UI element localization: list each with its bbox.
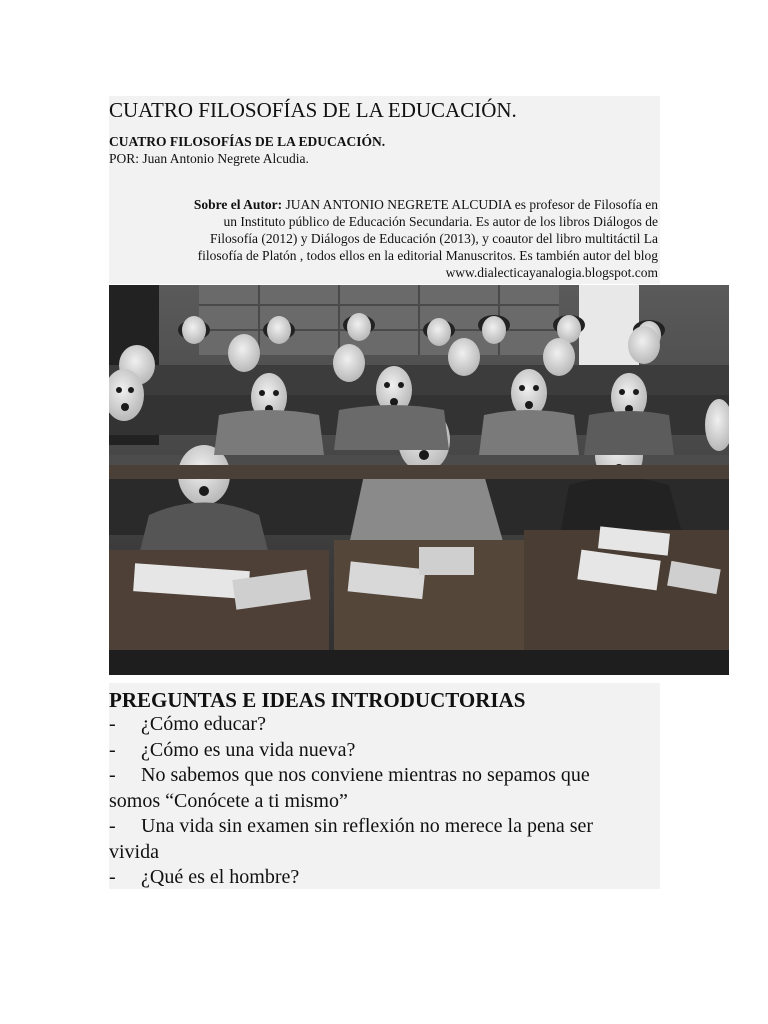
list-item-continuation: somos “Conócete a ti mismo”	[109, 789, 348, 812]
list-item	[109, 814, 660, 840]
blog-url: www.dialecticayanalogia.blogspot.com	[445, 265, 658, 280]
author-bio	[109, 196, 658, 281]
list-bullet: -	[109, 866, 116, 888]
list-item-text: No sabemos que nos conviene mientras no sepamos que	[141, 764, 590, 786]
list-item-text: ¿Cómo educar?	[141, 713, 266, 735]
classroom-photo-image	[109, 285, 729, 675]
list-bullet: -	[109, 815, 116, 837]
list-item-text: ¿Cómo es una vida nueva?	[141, 738, 356, 761]
author-bio-line-2: un Instituto público de Educación Secundaria. Es autor de los libros Diálogos de	[223, 214, 658, 229]
list-item-text: ¿Qué es el hombre?	[141, 866, 300, 888]
author-bio-line-1	[109, 196, 658, 213]
list-item	[109, 763, 660, 789]
author-bio-text-1: JUAN ANTONIO NEGRETE ALCUDIA es profesor de Filosofía en	[282, 197, 658, 212]
author-byline: POR: Juan Antonio Negrete Alcudia.	[109, 151, 309, 166]
document-title: CUATRO FILOSOFÍAS DE LA EDUCACIÓN.	[109, 98, 517, 122]
section-title: PREGUNTAS E IDEAS INTRODUCTORIAS	[109, 688, 526, 712]
list-item	[109, 865, 660, 891]
list-item-text: Una vida sin examen sin reflexión no merece la pena ser	[141, 815, 594, 837]
classroom-photo	[109, 285, 729, 675]
list-bullet: -	[109, 738, 116, 761]
author-bio-label: Sobre el Autor:	[193, 197, 283, 212]
author-bio-line-4: filosofía de Platón , todos ellos en la editorial Manuscritos. Es también autor del blog	[197, 248, 658, 263]
list-item	[109, 712, 660, 738]
questions-list	[109, 712, 660, 891]
document-subtitle: CUATRO FILOSOFÍAS DE LA EDUCACIÓN.	[109, 134, 386, 149]
list-bullet: -	[109, 713, 116, 735]
list-item	[109, 738, 660, 764]
author-bio-line-3: Filosofía (2012) y Diálogos de Educación (2013), y coautor del libro multitáctil La	[209, 231, 658, 246]
list-item-continuation: vivida	[109, 840, 159, 863]
list-bullet: -	[109, 764, 116, 786]
